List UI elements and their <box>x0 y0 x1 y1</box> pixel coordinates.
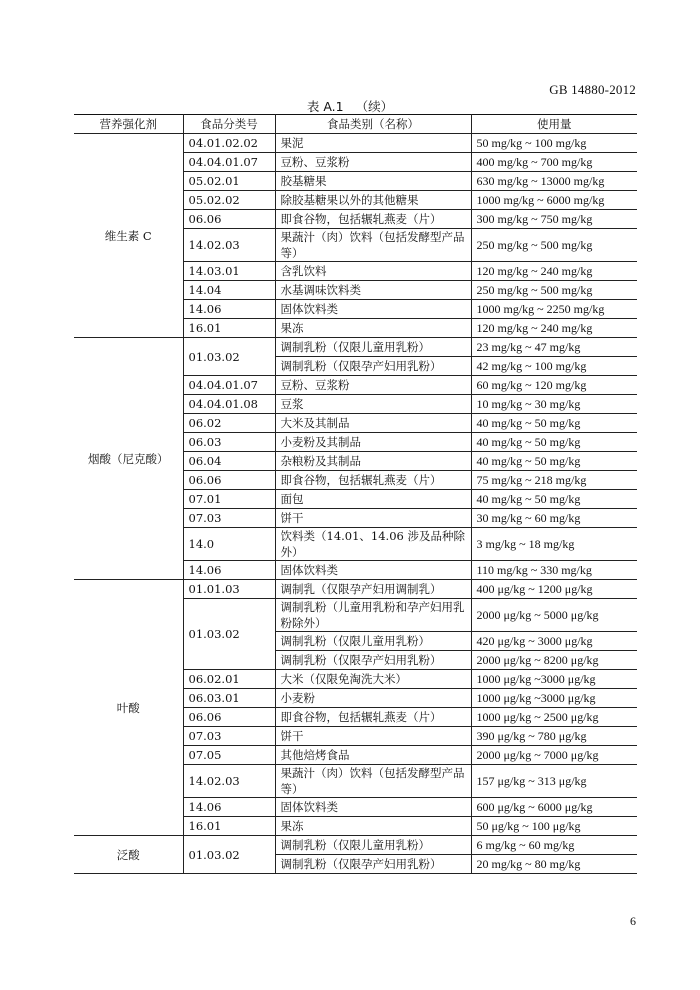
food-category-cell: 大米（仅限免淘洗大米） <box>275 670 471 689</box>
food-code-cell: 14.06 <box>183 300 275 319</box>
food-category-cell: 豆粉、豆浆粉 <box>275 376 471 395</box>
usage-amount-cell: 2000 μg/kg ~ 7000 μg/kg <box>471 746 637 765</box>
column-header-food-code: 食品分类号 <box>183 115 275 134</box>
column-header-nutrient: 营养强化剂 <box>74 115 183 134</box>
food-category-cell: 豆浆 <box>275 395 471 414</box>
table-header-row <box>74 115 637 134</box>
page-number: 6 <box>630 914 636 928</box>
nutrient-cell-vitamin-c: 维生素 C <box>74 134 183 338</box>
food-category-cell: 果蔬汁（肉）饮料（包括发酵型产品等） <box>275 765 471 798</box>
usage-amount-cell: 40 mg/kg ~ 50 mg/kg <box>471 414 637 433</box>
usage-amount-cell: 1000 μg/kg ~3000 μg/kg <box>471 670 637 689</box>
food-code-cell: 06.06 <box>183 708 275 727</box>
food-code-cell: 14.06 <box>183 798 275 817</box>
usage-amount-cell: 250 mg/kg ~ 500 mg/kg <box>471 229 637 262</box>
food-category-cell: 饮料类（14.01、14.06 涉及品种除外） <box>275 528 471 561</box>
food-code-cell: 01.01.03 <box>183 580 275 599</box>
usage-amount-cell: 400 mg/kg ~ 700 mg/kg <box>471 153 637 172</box>
food-category-cell: 即食谷物，包括辗轧燕麦（片） <box>275 210 471 229</box>
usage-amount-cell: 40 mg/kg ~ 50 mg/kg <box>471 490 637 509</box>
table-row <box>74 338 637 357</box>
usage-amount-cell: 20 mg/kg ~ 80 mg/kg <box>471 855 637 874</box>
usage-amount-cell: 400 μg/kg ~ 1200 μg/kg <box>471 580 637 599</box>
usage-amount-cell: 50 μg/kg ~ 100 μg/kg <box>471 817 637 836</box>
usage-amount-cell: 390 μg/kg ~ 780 μg/kg <box>471 727 637 746</box>
usage-amount-cell: 40 mg/kg ~ 50 mg/kg <box>471 433 637 452</box>
food-category-cell: 水基调味饮料类 <box>275 281 471 300</box>
usage-amount-cell: 250 mg/kg ~ 500 mg/kg <box>471 281 637 300</box>
table-caption-title: 表 A.1 <box>306 99 344 114</box>
food-code-cell: 14.04 <box>183 281 275 300</box>
food-category-cell: 调制乳粉（仅限孕产妇用乳粉） <box>275 651 471 670</box>
nutrient-cell-pantothenic-acid: 泛酸 <box>74 836 183 874</box>
food-code-cell: 16.01 <box>183 817 275 836</box>
food-code-cell: 14.02.03 <box>183 765 275 798</box>
usage-amount-cell: 420 μg/kg ~ 3000 μg/kg <box>471 632 637 651</box>
food-code-cell: 06.06 <box>183 471 275 490</box>
food-code-cell: 16.01 <box>183 319 275 338</box>
table-caption-note: （续） <box>355 99 394 114</box>
usage-amount-cell: 1000 μg/kg ~3000 μg/kg <box>471 689 637 708</box>
usage-amount-cell: 10 mg/kg ~ 30 mg/kg <box>471 395 637 414</box>
food-code-cell: 05.02.01 <box>183 172 275 191</box>
standard-number: GB 14880-2012 <box>549 82 636 97</box>
food-code-cell: 06.03 <box>183 433 275 452</box>
usage-amount-cell: 120 mg/kg ~ 240 mg/kg <box>471 319 637 338</box>
food-category-cell: 调制乳粉（仅限孕产妇用乳粉） <box>275 855 471 874</box>
food-category-cell: 调制乳粉（仅限儿童用乳粉） <box>275 632 471 651</box>
food-code-cell: 07.05 <box>183 746 275 765</box>
nutrient-fortification-table <box>74 114 637 874</box>
column-header-usage-amount: 使用量 <box>471 115 637 134</box>
food-category-cell: 含乳饮料 <box>275 262 471 281</box>
food-category-cell: 大米及其制品 <box>275 414 471 433</box>
usage-amount-cell: 50 mg/kg ~ 100 mg/kg <box>471 134 637 153</box>
table-row <box>74 134 637 153</box>
food-code-cell: 14.02.03 <box>183 229 275 262</box>
usage-amount-cell: 40 mg/kg ~ 50 mg/kg <box>471 452 637 471</box>
food-category-cell: 调制乳（仅限孕产妇用调制乳） <box>275 580 471 599</box>
food-category-cell: 果蔬汁（肉）饮料（包括发酵型产品等） <box>275 229 471 262</box>
food-code-cell: 01.03.02 <box>183 338 275 376</box>
food-code-cell: 06.02 <box>183 414 275 433</box>
nutrient-cell-folic-acid: 叶酸 <box>74 580 183 836</box>
food-code-cell: 04.04.01.07 <box>183 153 275 172</box>
food-category-cell: 固体饮料类 <box>275 561 471 580</box>
usage-amount-cell: 1000 μg/kg ~ 2500 μg/kg <box>471 708 637 727</box>
food-code-cell: 06.04 <box>183 452 275 471</box>
usage-amount-cell: 110 mg/kg ~ 330 mg/kg <box>471 561 637 580</box>
food-code-cell: 04.04.01.08 <box>183 395 275 414</box>
food-category-cell: 调制乳粉（仅限孕产妇用乳粉） <box>275 357 471 376</box>
usage-amount-cell: 30 mg/kg ~ 60 mg/kg <box>471 509 637 528</box>
food-code-cell: 06.03.01 <box>183 689 275 708</box>
food-category-cell: 果泥 <box>275 134 471 153</box>
column-header-food-category: 食品类别（名称） <box>275 115 471 134</box>
food-category-cell: 固体饮料类 <box>275 798 471 817</box>
usage-amount-cell: 60 mg/kg ~ 120 mg/kg <box>471 376 637 395</box>
food-category-cell: 调制乳粉（仅限儿童用乳粉） <box>275 338 471 357</box>
food-code-cell: 07.03 <box>183 509 275 528</box>
food-category-cell: 胶基糖果 <box>275 172 471 191</box>
table-row <box>74 836 637 855</box>
table-row <box>74 580 637 599</box>
nutrient-cell-niacin: 烟酸（尼克酸） <box>74 338 183 580</box>
food-code-cell: 01.03.02 <box>183 836 275 874</box>
usage-amount-cell: 1000 mg/kg ~ 2250 mg/kg <box>471 300 637 319</box>
usage-amount-cell: 2000 μg/kg ~ 8200 μg/kg <box>471 651 637 670</box>
food-category-cell: 果冻 <box>275 319 471 338</box>
food-category-cell: 除胶基糖果以外的其他糖果 <box>275 191 471 210</box>
food-code-cell: 14.06 <box>183 561 275 580</box>
usage-amount-cell: 6 mg/kg ~ 60 mg/kg <box>471 836 637 855</box>
usage-amount-cell: 120 mg/kg ~ 240 mg/kg <box>471 262 637 281</box>
food-category-cell: 饼干 <box>275 727 471 746</box>
food-category-cell: 杂粮粉及其制品 <box>275 452 471 471</box>
usage-amount-cell: 1000 mg/kg ~ 6000 mg/kg <box>471 191 637 210</box>
usage-amount-cell: 630 mg/kg ~ 13000 mg/kg <box>471 172 637 191</box>
usage-amount-cell: 157 μg/kg ~ 313 μg/kg <box>471 765 637 798</box>
food-code-cell: 04.04.01.07 <box>183 376 275 395</box>
usage-amount-cell: 300 mg/kg ~ 750 mg/kg <box>471 210 637 229</box>
food-category-cell: 调制乳粉（仅限儿童用乳粉） <box>275 836 471 855</box>
usage-amount-cell: 600 μg/kg ~ 6000 μg/kg <box>471 798 637 817</box>
food-category-cell: 其他焙烤食品 <box>275 746 471 765</box>
food-code-cell: 07.03 <box>183 727 275 746</box>
food-category-cell: 果冻 <box>275 817 471 836</box>
food-category-cell: 调制乳粉（儿童用乳粉和孕产妇用乳粉除外） <box>275 599 471 632</box>
food-code-cell: 05.02.02 <box>183 191 275 210</box>
food-code-cell: 04.01.02.02 <box>183 134 275 153</box>
food-category-cell: 即食谷物，包括辗轧燕麦（片） <box>275 471 471 490</box>
food-code-cell: 07.01 <box>183 490 275 509</box>
food-category-cell: 固体饮料类 <box>275 300 471 319</box>
food-category-cell: 豆粉、豆浆粉 <box>275 153 471 172</box>
usage-amount-cell: 3 mg/kg ~ 18 mg/kg <box>471 528 637 561</box>
food-code-cell: 06.02.01 <box>183 670 275 689</box>
usage-amount-cell: 2000 μg/kg ~ 5000 μg/kg <box>471 599 637 632</box>
usage-amount-cell: 42 mg/kg ~ 100 mg/kg <box>471 357 637 376</box>
usage-amount-cell: 23 mg/kg ~ 47 mg/kg <box>471 338 637 357</box>
food-category-cell: 即食谷物，包括辗轧燕麦（片） <box>275 708 471 727</box>
food-category-cell: 小麦粉及其制品 <box>275 433 471 452</box>
food-code-cell: 01.03.02 <box>183 599 275 670</box>
food-code-cell: 14.0 <box>183 528 275 561</box>
food-code-cell: 06.06 <box>183 210 275 229</box>
food-code-cell: 14.03.01 <box>183 262 275 281</box>
food-category-cell: 面包 <box>275 490 471 509</box>
food-category-cell: 饼干 <box>275 509 471 528</box>
food-category-cell: 小麦粉 <box>275 689 471 708</box>
usage-amount-cell: 75 mg/kg ~ 218 mg/kg <box>471 471 637 490</box>
table-caption <box>0 97 700 115</box>
